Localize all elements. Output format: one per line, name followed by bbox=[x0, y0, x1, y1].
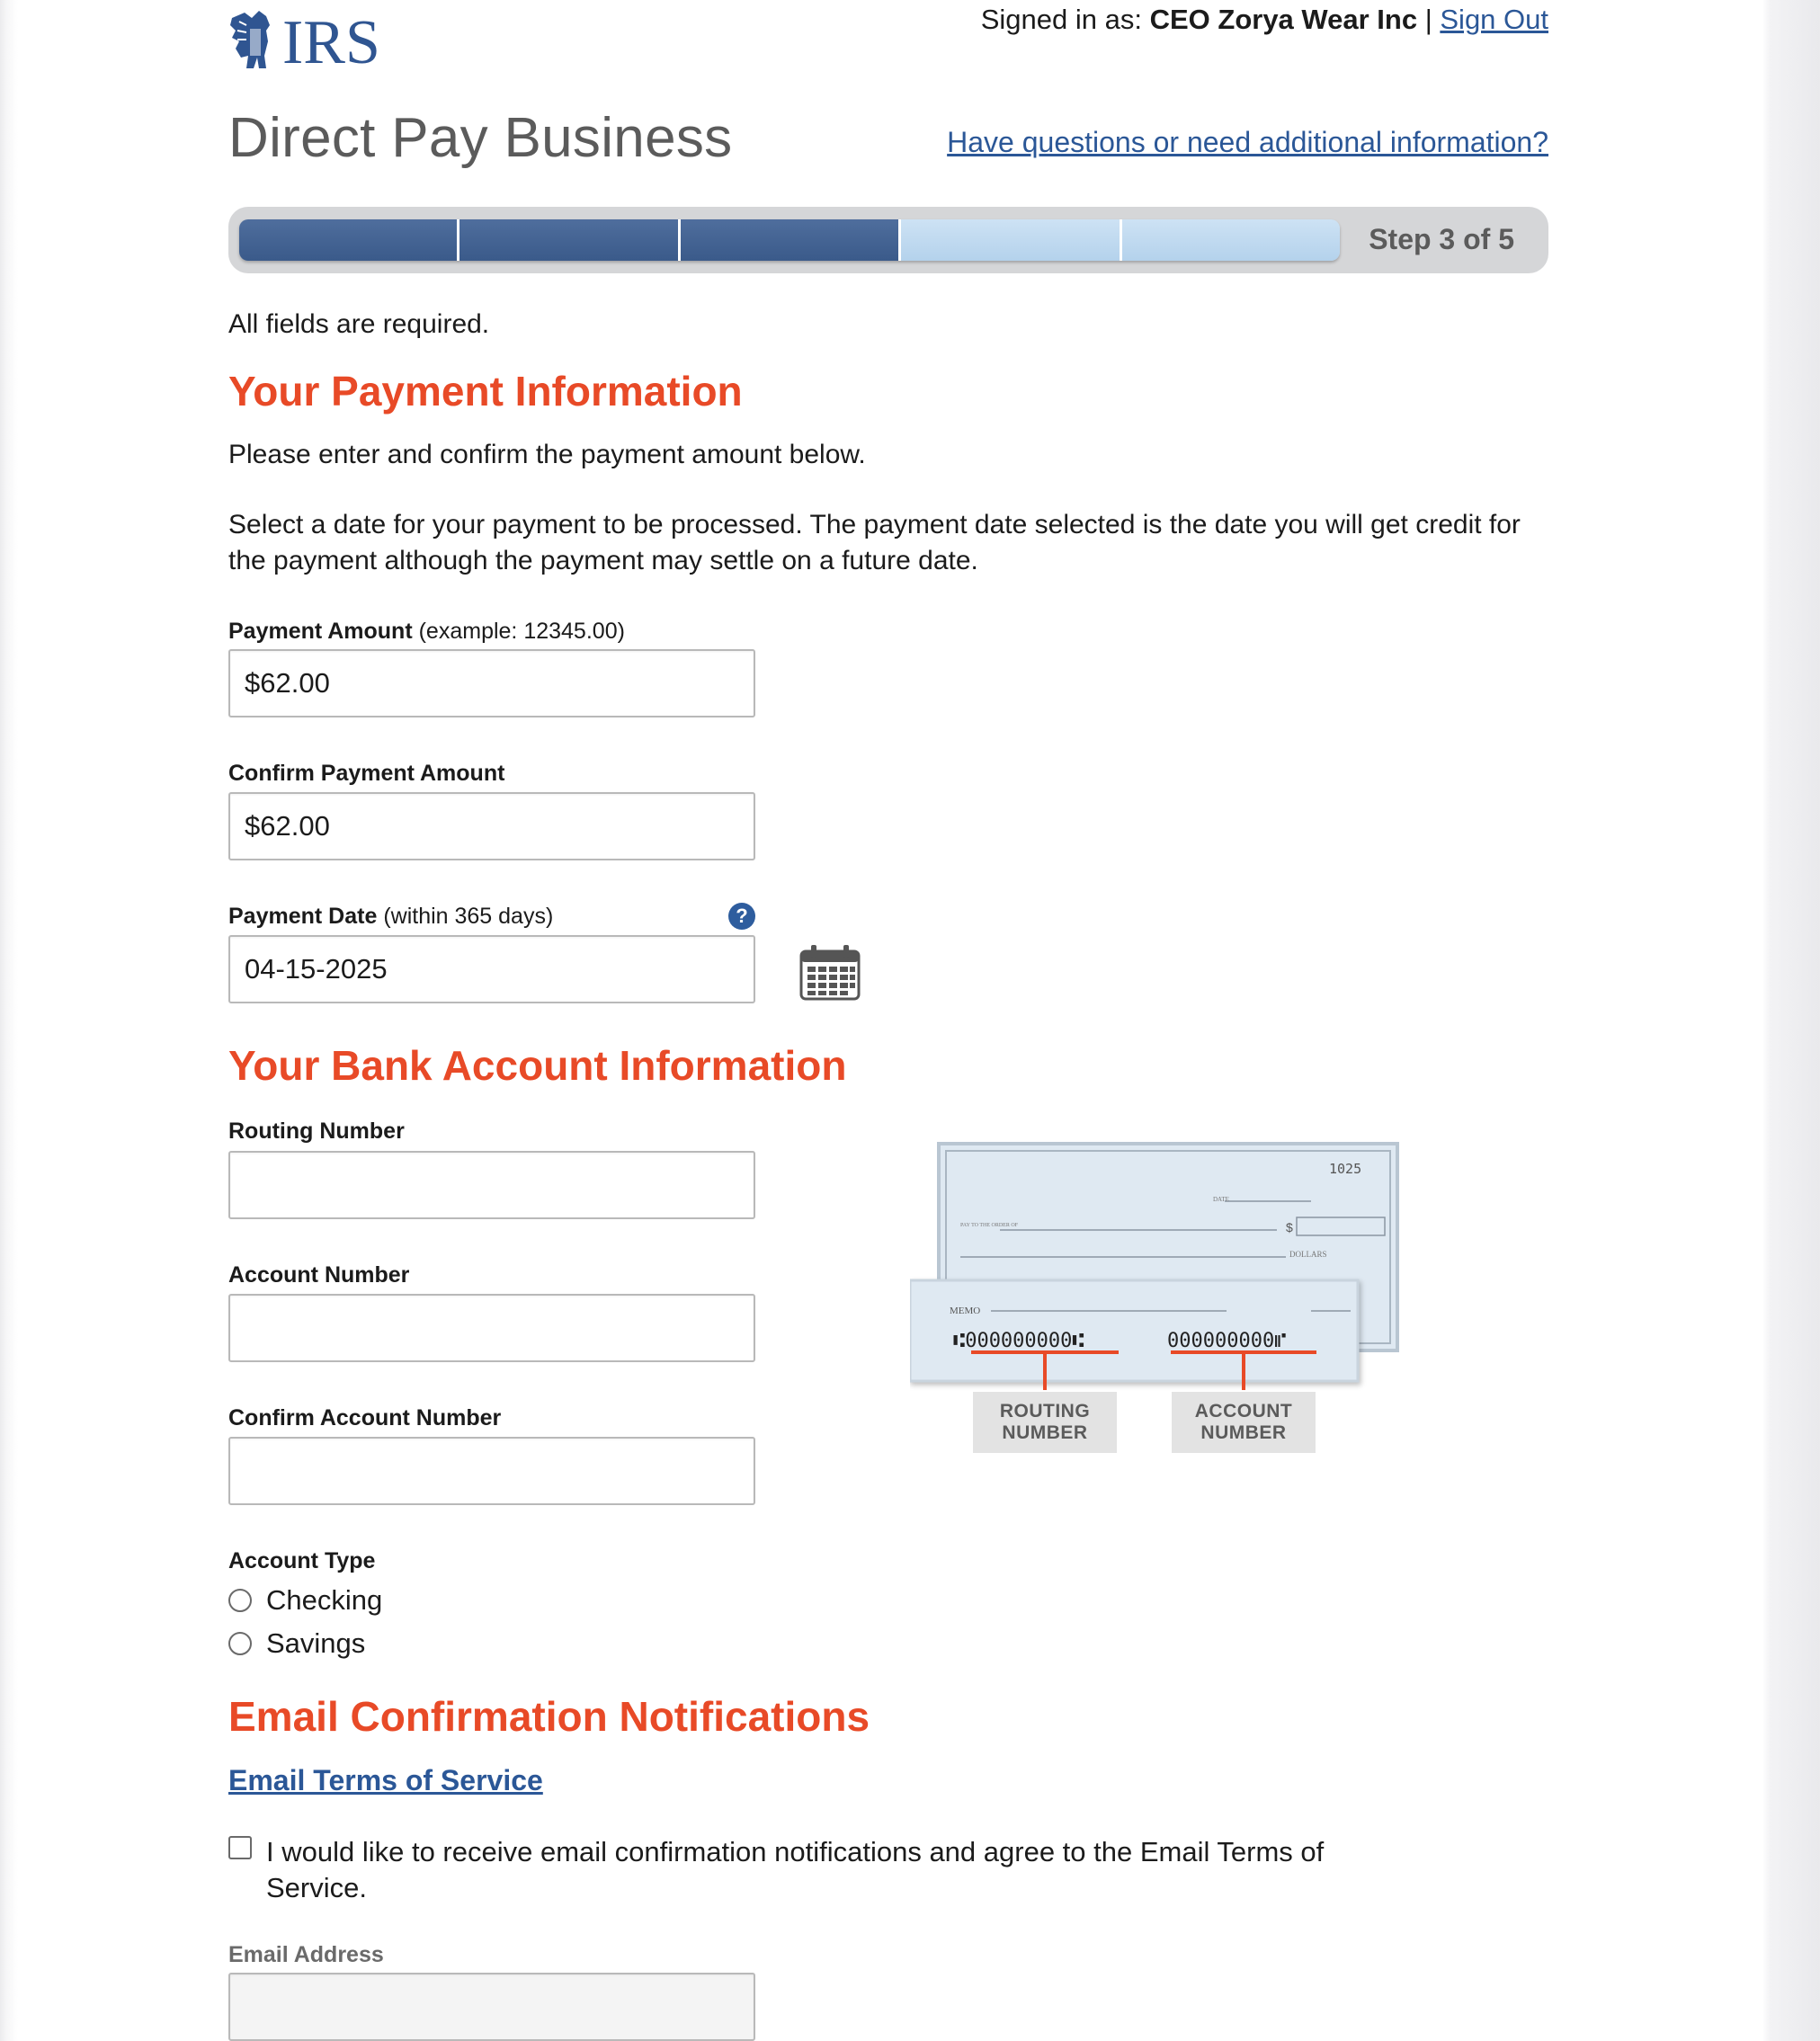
signed-in-info bbox=[981, 4, 1548, 36]
payment-amount-label-text: Payment Amount bbox=[228, 619, 413, 644]
irs-eagle-icon bbox=[230, 11, 270, 68]
email-terms-link[interactable]: Email Terms of Service bbox=[228, 1764, 543, 1796]
check-account-digits: 000000000⑈ bbox=[1167, 1330, 1287, 1352]
confirm-account-number-label: Confirm Account Number bbox=[228, 1405, 502, 1430]
calendar-icon[interactable] bbox=[798, 944, 861, 1002]
progress-segment-1 bbox=[239, 219, 459, 261]
irs-logo-text: IRS bbox=[282, 8, 380, 74]
check-number: 1025 bbox=[1329, 1161, 1362, 1177]
email-consent-text: I would like to receive email confirmation notifications and agree to the Email Terms of Service. bbox=[266, 1836, 1325, 1903]
payment-instructions: Please enter and confirm the payment amount below. bbox=[228, 440, 866, 469]
check-illustration bbox=[910, 1140, 1401, 1464]
savings-label: Savings bbox=[266, 1627, 366, 1659]
account-type-label: Account Type bbox=[228, 1548, 376, 1573]
savings-radio[interactable] bbox=[228, 1632, 252, 1655]
progress-track bbox=[239, 219, 1340, 261]
check-routing-digits: ⑆000000000⑆ bbox=[953, 1330, 1084, 1352]
separator: | bbox=[1424, 4, 1432, 35]
step-label: Step 3 of 5 bbox=[1369, 223, 1514, 255]
check-date-text: DATE bbox=[1213, 1196, 1229, 1203]
check-pay-to-text: PAY TO THE ORDER OF bbox=[960, 1223, 1019, 1228]
payment-date-instructions: Select a date for your payment to be processed. The payment date selected is the date you will get credit for the payment although the payment may settle on a future date. bbox=[228, 510, 1521, 575]
email-consent-checkbox[interactable] bbox=[228, 1836, 252, 1859]
account-number-input[interactable] bbox=[228, 1294, 755, 1362]
signed-in-prefix: Signed in as: bbox=[980, 4, 1142, 35]
email-address-input[interactable] bbox=[228, 1973, 755, 2041]
routing-tag-line-1: ROUTING bbox=[999, 1401, 1091, 1422]
progress-segment-4 bbox=[901, 219, 1121, 261]
checking-label: Checking bbox=[266, 1584, 383, 1616]
progress-segment-3 bbox=[681, 219, 901, 261]
payment-date-label-text: Payment Date bbox=[228, 904, 378, 929]
routing-number-label: Routing Number bbox=[228, 1119, 405, 1144]
payment-date-hint: (within 365 days) bbox=[383, 904, 554, 929]
routing-number-tag bbox=[973, 1392, 1117, 1453]
confirm-payment-amount-input[interactable] bbox=[228, 792, 755, 860]
checking-radio[interactable] bbox=[228, 1589, 252, 1612]
irs-logo[interactable] bbox=[227, 5, 421, 74]
account-tag-line-2: NUMBER bbox=[1200, 1422, 1287, 1443]
account-type-savings[interactable] bbox=[228, 1627, 365, 1660]
progress-bar bbox=[228, 207, 1548, 273]
account-type-checking[interactable] bbox=[228, 1584, 382, 1617]
user-name: CEO Zorya Wear Inc bbox=[1149, 4, 1418, 35]
check-dollars-text: DOLLARS bbox=[1289, 1250, 1327, 1259]
email-consent-row[interactable] bbox=[228, 1834, 1415, 1906]
account-number-label: Account Number bbox=[228, 1262, 410, 1288]
payment-section-heading: Your Payment Information bbox=[228, 368, 743, 414]
sign-out-link[interactable]: Sign Out bbox=[1440, 4, 1548, 35]
routing-tag-line-2: NUMBER bbox=[1002, 1422, 1088, 1443]
payment-amount-label bbox=[228, 619, 625, 645]
required-note: All fields are required. bbox=[228, 309, 490, 339]
account-number-tag bbox=[1172, 1392, 1316, 1453]
confirm-payment-amount-label: Confirm Payment Amount bbox=[228, 761, 505, 786]
check-memo-text: MEMO bbox=[950, 1306, 981, 1316]
progress-segment-5 bbox=[1122, 219, 1340, 261]
progress-segment-2 bbox=[459, 219, 680, 261]
payment-date-label bbox=[228, 904, 553, 930]
confirm-account-number-input[interactable] bbox=[228, 1437, 755, 1505]
account-tag-line-1: ACCOUNT bbox=[1194, 1401, 1293, 1422]
payment-amount-input[interactable] bbox=[228, 649, 755, 717]
payment-date-input[interactable] bbox=[228, 935, 755, 1003]
payment-amount-hint: (example: 12345.00) bbox=[418, 619, 625, 644]
routing-number-input[interactable] bbox=[228, 1151, 755, 1219]
help-icon[interactable]: ? bbox=[728, 903, 755, 930]
page-title: Direct Pay Business bbox=[228, 107, 733, 169]
email-address-label: Email Address bbox=[228, 1942, 384, 1967]
bank-section-heading: Your Bank Account Information bbox=[228, 1042, 847, 1089]
check-dollar-sign: $ bbox=[1286, 1220, 1293, 1234]
help-info-link[interactable]: Have questions or need additional information? bbox=[947, 126, 1548, 158]
email-section-heading: Email Confirmation Notifications bbox=[228, 1693, 870, 1740]
